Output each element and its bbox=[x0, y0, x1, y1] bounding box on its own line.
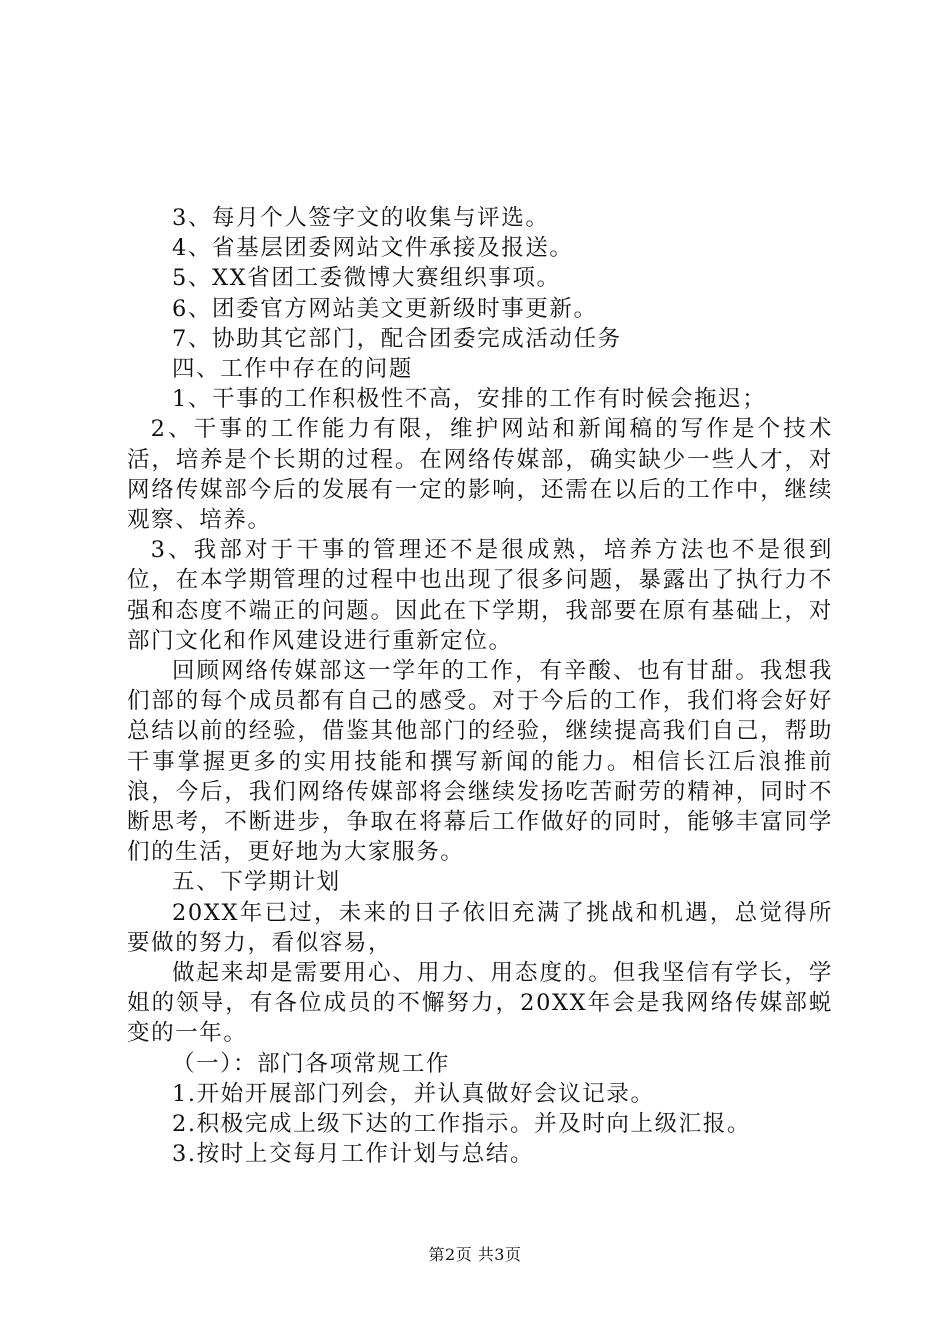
routine-item-1: 1.开始开展部门列会，并认真做好会议记录。 bbox=[172, 1080, 655, 1107]
subsection-heading-routine: （一）：部门各项常规工作 bbox=[172, 1050, 450, 1077]
paragraph-item-3: 3、每月个人签字文的收集与评选。 bbox=[172, 205, 550, 231]
paragraph-item-7: 7、协助其它部门，配合团委完成活动任务 bbox=[172, 325, 622, 352]
paragraph-item-6: 6、团委官方网站美文更新级时事更新。 bbox=[172, 295, 598, 322]
paragraph-item-5: 5、XX省团工委微博大赛组织事项。 bbox=[172, 265, 561, 292]
section-heading-next-plan: 五、下学期计划 bbox=[172, 869, 341, 896]
page-number-footer: 第2页 共3页 bbox=[428, 1245, 522, 1264]
plan-paragraph-1: 20XX年已过，未来的日子依旧充满了挑战和机遇，总觉得所要做的努力，看似容易， bbox=[127, 899, 833, 956]
problem-item-2: 2、干事的工作能力有限，维护网站和新闻稿的写作是个技术活，培养是个长期的过程。在网络传媒部，确实缺少一些人才，对网络传媒部今后的发展有一定的影响，还需在以后的工作中，继续观察、培养。 bbox=[127, 416, 833, 534]
routine-item-3: 3.按时上交每月工作计划与总结。 bbox=[172, 1141, 535, 1168]
paragraph-item-4: 4、省基层团委网站文件承接及报送。 bbox=[172, 235, 574, 262]
problem-item-3: 3、我部对于干事的管理还不是很成熟，培养方法也不是很到位，在本学期管理的过程中也出现了很多问题，暴露出了执行力不强和态度不端正的问题。因此在下学期，我部要在原有基础上，对部门文化和作风建设进行重新定位。 bbox=[127, 537, 833, 654]
plan-paragraph-2: 做起来却是需要用心、用力、用态度的。但我坚信有学长，学姐的领导，有各位成员的不懈努力，20XX年会是我网络传媒部蜕变的一年。 bbox=[127, 960, 833, 1047]
section-heading-problems: 四、工作中存在的问题 bbox=[172, 356, 414, 383]
problem-item-1: 1、干事的工作积极性不高，安排的工作有时候会拖迟； bbox=[172, 386, 767, 413]
review-paragraph: 回顾网络传媒部这一学年的工作，有辛酸、也有甘甜。我想我们部的每个成员都有自己的感受。对于今后的工作，我们将会好好总结以前的经验，借鉴其他部门的经验，继续提高我们自己，帮助干事掌握更多的实用技能和撰写新闻的能力。相信长江后浪推前浪，今后，我们网络传媒部将会继续发扬吃苦耐劳的精神，同时不断思考，不断进步，争取在将幕后工作做好的同时，能够丰富同学们的生活，更好地为大家服务。 bbox=[127, 658, 833, 866]
document-body bbox=[127, 203, 833, 1170]
routine-item-2: 2.积极完成上级下达的工作指示。并及时向上级汇报。 bbox=[172, 1111, 751, 1138]
